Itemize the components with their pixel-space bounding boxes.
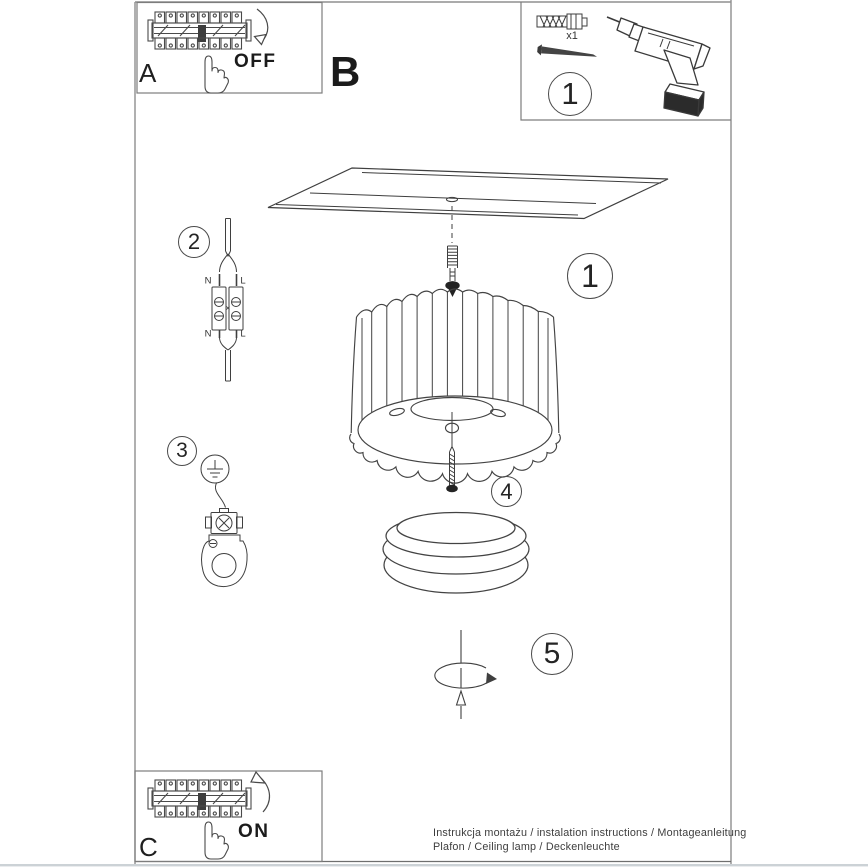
live-label-bottom: L bbox=[240, 328, 246, 340]
circuit-breaker-icon bbox=[148, 12, 251, 49]
step-badge-4: 4 bbox=[491, 476, 522, 507]
panel-a-label: A bbox=[139, 58, 157, 88]
ground-wire bbox=[215, 483, 225, 508]
tools-box-badge: 1 bbox=[548, 72, 592, 116]
terminal-block-assembly bbox=[212, 219, 246, 382]
section-b-label: B bbox=[330, 48, 361, 95]
neutral-label-bottom: N bbox=[204, 328, 212, 340]
step-badge-2: 2 bbox=[178, 226, 210, 258]
page-edge bbox=[0, 864, 868, 866]
arrow-up-icon bbox=[251, 772, 270, 812]
arrow-down-icon bbox=[255, 9, 268, 45]
circuit-breaker-icon bbox=[148, 780, 251, 817]
drill-icon bbox=[607, 17, 710, 116]
panel-c-label: C bbox=[139, 832, 158, 862]
hand-icon bbox=[205, 822, 228, 859]
ground-assembly bbox=[201, 455, 247, 587]
live-label-top: L bbox=[240, 275, 246, 287]
power-cable bbox=[226, 219, 231, 252]
step-badge-5: 5 bbox=[531, 633, 573, 675]
ceiling-panel bbox=[268, 168, 668, 219]
off-label: OFF bbox=[234, 51, 277, 72]
anchor-quantity-label: x1 bbox=[566, 30, 578, 42]
step-badge-3: 3 bbox=[167, 436, 197, 466]
rotate-icon bbox=[435, 630, 497, 719]
anchor-screw bbox=[445, 206, 459, 297]
mounting-bracket bbox=[202, 535, 248, 587]
wall-plug-icon bbox=[537, 14, 587, 29]
footer-product: Plafon / Ceiling lamp / Deckenleuchte bbox=[433, 841, 620, 853]
diffuser bbox=[383, 513, 529, 594]
breaker-on-panel bbox=[135, 771, 322, 862]
footer-title: Instrukcja montażu / instalation instructions / Montageanleitung bbox=[433, 827, 747, 839]
step-badge-1: 1 bbox=[567, 253, 613, 299]
breaker-off-panel bbox=[137, 3, 322, 94]
hand-icon bbox=[205, 56, 228, 93]
screw-icon bbox=[537, 44, 598, 61]
neutral-label-top: N bbox=[204, 275, 212, 287]
on-label: ON bbox=[238, 821, 270, 842]
